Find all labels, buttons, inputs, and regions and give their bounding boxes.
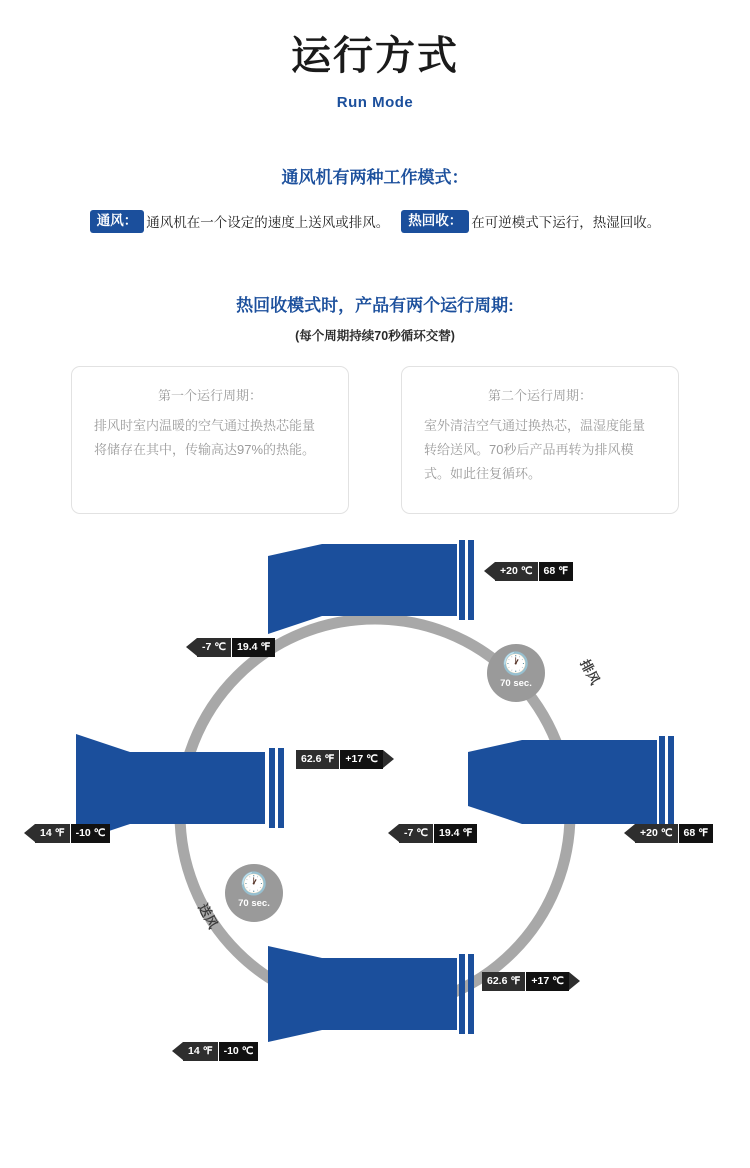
badge-bottom-left-out-right: -10 ℃ [219,1042,259,1061]
badge-bottom-left-out [172,1042,258,1061]
badge-mid-center-exhaust-left: -7 ℃ [399,824,433,843]
cycle-label-exhaust: 排风 [577,656,603,687]
cycle-card-first-title: 第一个运行周期： [157,387,262,403]
mode-tag-ventilation: 通风： [90,210,145,233]
arrow-right-icon [383,750,394,768]
badge-mid-center-exhaust-right: 19.4 ℉ [434,824,477,843]
modes-row [0,210,750,233]
arrow-left-icon [172,1042,183,1060]
badge-top-right-intake [484,562,573,581]
badge-bottom-right-supply-right: +17 ℃ [526,972,569,991]
run-mode-diagram [0,534,750,1094]
badge-mid-left-out [24,824,110,843]
badge-mid-right-intake-left: +20 ℃ [635,824,678,843]
badge-top-left-out-left: -7 ℃ [197,638,231,657]
badge-top-right-intake-left: +20 ℃ [495,562,538,581]
arrow-right-icon [569,972,580,990]
badge-mid-center-supply-left: 62.6 ℉ [296,750,339,769]
clock-exhaust-duration: 70 sec. [500,678,532,689]
arrow-left-icon [484,562,495,580]
cycle-cards [0,366,750,514]
cycle-card-second-title: 第二个运行周期： [487,387,592,403]
badge-mid-right-intake [624,824,713,843]
badge-top-left-out [186,638,275,657]
badge-mid-center-exhaust [388,824,477,843]
cycle-card-second-body: 室外清洁空气通过换热芯，温湿度能量转给送风。70秒后产品再转为排风模式。如此往复循环。 [424,417,646,481]
badge-mid-right-intake-right: 68 ℉ [679,824,714,843]
badge-top-right-intake-right: 68 ℉ [539,562,574,581]
arrow-left-icon [186,638,197,656]
cycle-label-supply: 送风 [195,900,221,931]
badge-bottom-right-supply [482,972,580,991]
badge-top-left-out-right: 19.4 ℉ [232,638,275,657]
badge-bottom-left-out-left: 14 ℉ [183,1042,218,1061]
mode-text-ventilation: 通风机在一个设定的速度上送风或排风。 [146,215,390,231]
cycle-card-second [401,366,679,514]
unit-bottom [268,946,474,1042]
mode-text-heat-recovery: 在可逆模式下运行，热湿回收。 [471,215,661,231]
clock-icon: 🕐 [502,652,530,677]
arrow-left-icon [624,824,635,842]
badge-mid-left-out-right: -10 ℃ [71,824,111,843]
arrow-left-icon [388,824,399,842]
mode-tag-heat-recovery: 热回收： [401,210,469,233]
badge-mid-center-supply [296,750,394,769]
cycles-note: (每个周期持续70秒循环交替) [295,328,455,343]
modes-heading: 通风机有两种工作模式： [281,168,469,187]
clock-icon: 🕐 [240,872,268,897]
cycle-card-first-body: 排风时室内温暖的空气通过换热芯能量将储存在其中，传输高达97%的热能。 [94,417,316,457]
arrow-left-icon [24,824,35,842]
diagram-graphics [0,534,750,1094]
page-title: 运行方式 [291,34,459,78]
unit-middle-right [468,736,674,828]
badge-mid-left-out-left: 14 ℉ [35,824,70,843]
page-subtitle: Run Mode [336,94,414,111]
badge-bottom-right-supply-left: 62.6 ℉ [482,972,525,991]
cycle-card-first [71,366,349,514]
clock-exhaust [487,644,545,702]
cycles-heading: 热回收模式时，产品有两个运行周期: [236,295,514,315]
badge-mid-center-supply-right: +17 ℃ [340,750,383,769]
clock-supply-duration: 70 sec. [238,898,270,909]
clock-supply [225,864,283,922]
